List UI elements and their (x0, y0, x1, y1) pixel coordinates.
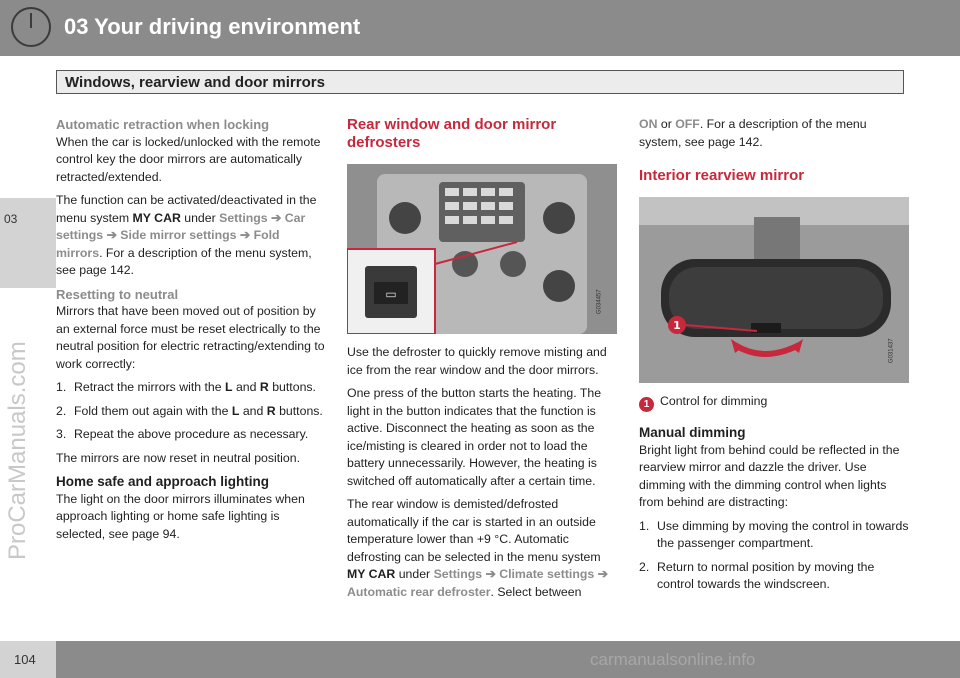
button-r: R (266, 403, 276, 418)
heading-interior-mirror: Interior rearview mirror (639, 167, 805, 184)
button-l: L (231, 403, 240, 418)
chapter-tab-label: 03 (4, 212, 18, 226)
text: under (395, 567, 434, 581)
option-on: ON (639, 117, 658, 131)
section-title-bar (56, 70, 904, 94)
button-r: R (259, 380, 269, 394)
menu-name: MY CAR (347, 567, 396, 581)
text: buttons. (268, 380, 316, 394)
callout-number: 1 (639, 397, 654, 412)
paragraph: Use the defroster to quickly remove misting and ice from the rear window and the door mirrors. (347, 345, 607, 377)
svg-text:▭: ▭ (385, 287, 397, 301)
option-off: OFF (675, 117, 700, 131)
step-number: 3. (56, 427, 67, 441)
text: Repeat the above procedure as necessary. (74, 427, 309, 441)
step-number: 2. (56, 403, 67, 418)
menu-path: Settings ➔ Car settings ➔ Side mirror settings ➔ Fold mirrors (56, 210, 306, 260)
step-number: 1. (56, 380, 67, 394)
heading-home-safe: Home safe and approach lighting (56, 474, 270, 489)
caption-text: Control for dimming (660, 394, 768, 408)
paragraph: When the car is locked/unlocked with the remote control key the door mirrors are automatically retracted/extended. (56, 134, 321, 184)
list-item (56, 379, 326, 397)
text: . For a description of the menu system, see page 142. (639, 117, 867, 149)
paragraph-on-off (639, 116, 909, 151)
paragraph: The light on the door mirrors illuminates when approach lighting or home safe lighting is selected, see page 94. (56, 491, 305, 541)
image-code: G034457 (596, 288, 603, 314)
text: The rear window is demisted/defrosted automatically if the car is started in an outside temperature lower than +9 °C. Automatic defrosting can be selected in the menu system (347, 497, 601, 564)
text: under (180, 210, 220, 225)
paragraph: One press of the button starts the heating. The light in the button indicates that the function is active. Disconnect the heating as soon as the ice/misting is cleared in order not to load the battery unnecessarily. However, the heating is switched off automatically after a certain time. (347, 386, 602, 488)
list-item (639, 518, 909, 553)
text: and (239, 403, 267, 418)
paragraph: Bright light from behind could be reflected in the rearview mirror and dazzle the driver. Use dimming with the dimming control when lights from behind are distracting: (639, 442, 900, 509)
gauge-icon (11, 7, 51, 47)
top-header-bar (0, 0, 960, 56)
paragraph-menu-path (347, 496, 617, 601)
menu-path: Settings ➔ Climate settings ➔ Automatic rear defroster (347, 567, 608, 599)
text: . For a description of the menu system, see page 142. (56, 245, 312, 277)
heading-reset-neutral: Resetting to neutral (56, 286, 179, 302)
text: Return to normal position by moving the control towards the windscreen. (657, 559, 875, 591)
list-item (56, 426, 326, 444)
menu-name: MY CAR (132, 210, 181, 225)
text: Retract the mirrors with the (74, 380, 226, 394)
mirror-illustration (639, 197, 909, 383)
section-title: Windows, rearview and door mirrors (65, 74, 325, 91)
column-3 (639, 116, 909, 600)
page-number-box (0, 641, 56, 678)
svg-text:1: 1 (673, 319, 681, 332)
paragraph: Mirrors that have been moved out of position by an external force must be reset electrically to the neutral position for electric retracting/extending to work correctly: (56, 304, 325, 371)
list-item (639, 559, 909, 594)
steps-list (639, 518, 909, 594)
chapter-tab (0, 198, 56, 288)
list-item (56, 403, 326, 421)
paragraph-menu-path (56, 192, 326, 280)
text: The function can be activated/deactivated in the menu system (56, 193, 317, 225)
page-number: 104 (14, 652, 36, 667)
text: buttons. (275, 403, 323, 418)
side-watermark: ProCarManuals.com (4, 341, 31, 560)
bottom-watermark: carmanualsonline.info (590, 650, 756, 669)
text: Fold them out again with the (74, 403, 232, 418)
paragraph: The mirrors are now reset in neutral position. (56, 450, 300, 465)
defroster-photo (347, 164, 617, 334)
text: . Select between (490, 584, 582, 599)
text: Use dimming by moving the control in towards the passenger compartment. (657, 518, 909, 550)
step-number: 2. (639, 559, 650, 574)
image-code: G031437 (888, 337, 895, 363)
heading-auto-retraction: Automatic retraction when locking (56, 117, 270, 132)
mirror-photo (639, 197, 909, 383)
text: and (232, 380, 260, 394)
image-caption (639, 393, 909, 412)
button-l: L (225, 380, 233, 394)
dashboard-illustration (347, 164, 617, 334)
column-1 (56, 116, 326, 549)
chapter-title: 03 Your driving environment (64, 14, 361, 39)
heading-defrosters: Rear window and door mirror defrosters (347, 116, 557, 151)
column-2 (347, 116, 617, 607)
step-number: 1. (639, 518, 650, 533)
steps-list (56, 379, 326, 444)
heading-manual-dimming: Manual dimming (639, 425, 746, 440)
text: or (657, 117, 676, 131)
bottom-footer-bar (0, 641, 960, 678)
